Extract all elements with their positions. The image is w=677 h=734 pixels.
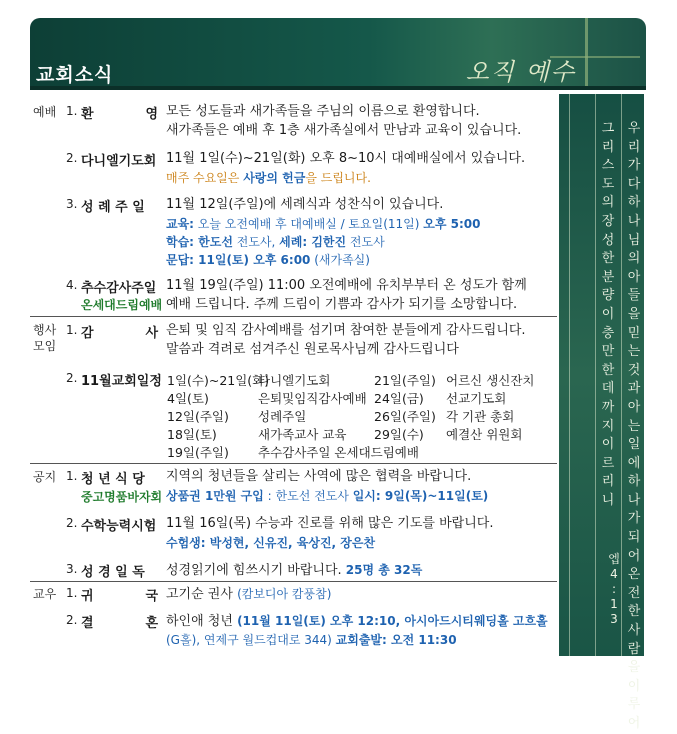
logo: 오직 예수 <box>465 58 576 86</box>
page-title: 교회소식 <box>36 64 114 86</box>
bible-line-1: 성경읽기에 힘쓰시기 바랍니다. 25명 총 32독 <box>166 563 423 578</box>
schedule-date: 19일(주일) <box>167 445 229 460</box>
schedule-event: 은퇴및임직감사예배 <box>258 391 367 406</box>
scripture-column-1: 우 리 가 다 하 나 님 의 아 들 을 믿 는 것 과 아 는 일 에 하 나 가 되 어 온 전 한 사 람 을 이 루 어 <box>627 121 641 731</box>
schedule-event: 예결산 위원회 <box>446 427 523 442</box>
schedule-date: 29일(수) <box>374 427 424 442</box>
item-number: 1. <box>66 469 78 483</box>
item-number: 3. <box>66 197 78 211</box>
thanksgiving-line-2: 예배 드립니다. 주께 드림이 기쁨과 감사가 되기를 소망합니다. <box>166 297 518 312</box>
schedule-event: 어르신 생신잔치 <box>446 373 535 388</box>
sacrament-study: 학습: 한도선 전도사, 세례: 김한진 전도사 <box>166 235 385 249</box>
item-subtitle-bazaar: 중고명품바자회 <box>81 490 163 504</box>
item-title-thanksgiving: 추수감사주일 <box>81 281 157 296</box>
sacrament-line-1: 11월 12일(주일)에 세례식과 성찬식이 있습니다. <box>166 197 444 212</box>
item-title-gratitude: 감 사 <box>81 326 158 341</box>
item-title-wedding: 결 혼 <box>81 616 158 631</box>
scripture-sidebar <box>559 94 644 731</box>
schedule-event: 성례주일 <box>258 409 307 424</box>
cross-decoration <box>585 18 588 90</box>
item-number: 2. <box>66 151 78 165</box>
wedding-line-2: (G홀), 연제구 월드컵대로 344) 교회출발: 오전 11:30 <box>166 633 457 647</box>
youth-line-1: 지역의 청년들을 살리는 사역에 많은 협력을 바랍니다. <box>166 469 472 484</box>
item-number: 1. <box>66 586 78 600</box>
item-title-daniel: 다니엘기도회 <box>81 154 157 169</box>
header-rule <box>30 86 646 90</box>
section-worship: 예배 <box>33 105 57 119</box>
item-number: 3. <box>66 562 78 576</box>
section-events: 행사 모임 <box>33 323 57 353</box>
schedule-date: 26일(주일) <box>374 409 436 424</box>
daniel-line-2: 매주 수요일은 사랑의 헌금을 드립니다. <box>166 171 371 185</box>
item-number: 1. <box>66 323 78 337</box>
divider <box>595 94 596 656</box>
return-line-1: 고기순 권사 (캄보디아 캄풍참) <box>166 587 332 602</box>
item-number: 2. <box>66 613 78 627</box>
divider <box>30 316 557 317</box>
news-body <box>30 94 557 654</box>
sacrament-education: 교육: 오늘 오전예배 후 대예배실 / 토요일(11일) 오후 5:00 <box>166 217 481 231</box>
schedule-date: 12일(주일) <box>167 409 229 424</box>
schedule-event: 추수감사주일 온세대드림예배 <box>258 445 419 460</box>
scripture-reference: 엡 4 : 1 3 <box>608 552 620 626</box>
section-notice: 공지 <box>33 470 57 484</box>
schedule-date: 4일(토) <box>167 391 209 406</box>
item-number: 2. <box>66 516 78 530</box>
scripture-column-2: 그 리 스 도 의 장 성 한 분 량 이 충 만 한 데 까 지 이 르 리 니 <box>601 121 615 508</box>
schedule-date: 18일(토) <box>167 427 217 442</box>
exam-line-2: 수험생: 박성현, 신유진, 육상진, 장은찬 <box>166 536 376 550</box>
sacrament-qa: 문답: 11일(토) 오후 6:00 (새가족실) <box>166 253 370 267</box>
item-title-schedule: 11월교회일정 <box>81 374 162 389</box>
item-title-welcome: 환 영 <box>81 107 158 122</box>
thanksgiving-line-1: 11월 19일(주일) 11:00 오전예배에 유치부부터 온 성도가 함께 <box>166 278 527 293</box>
schedule-event: 새가족교사 교육 <box>258 427 347 442</box>
welcome-line-2: 새가족들은 예배 후 1층 새가족실에서 만남과 교육이 있습니다. <box>166 123 522 138</box>
item-number: 1. <box>66 104 78 118</box>
youth-line-2: 상품권 1만원 구입 : 한도선 전도사 일시: 9일(목)~11일(토) <box>166 489 489 503</box>
divider <box>30 581 557 582</box>
schedule-date: 24일(금) <box>374 391 424 406</box>
item-subtitle-thanksgiving: 온세대드림예배 <box>81 298 163 312</box>
schedule-date: 21일(주일) <box>374 373 436 388</box>
schedule-event: 각 기관 총회 <box>446 409 515 424</box>
divider <box>569 94 570 656</box>
schedule-date: 1일(수)~21일(화) <box>167 373 270 388</box>
daniel-line-1: 11월 1일(수)~21일(화) 오후 8~10시 대예배실에서 있습니다. <box>166 151 526 166</box>
schedule-event: 다니엘기도회 <box>258 373 331 388</box>
gratitude-line-2: 말씀과 격려로 섬겨주신 원로목사님께 감사드립니다 <box>166 342 459 357</box>
wedding-line-1: 하인애 청년 (11월 11일(토) 오후 12:10, 아시아드시티웨딩홀 고흐홀 <box>166 614 548 629</box>
item-title-return: 귀 국 <box>81 589 158 604</box>
exam-line-1: 11월 16일(목) 수능과 진로를 위해 많은 기도를 바랍니다. <box>166 516 494 531</box>
item-title-youth: 청 년 식 당 <box>81 472 145 487</box>
divider <box>30 463 557 464</box>
item-title-sacrament: 성 례 주 일 <box>81 200 145 215</box>
section-members: 교우 <box>33 587 57 601</box>
welcome-line-1: 모든 성도들과 새가족들을 주님의 이름으로 환영합니다. <box>166 104 480 119</box>
header-banner <box>30 18 646 90</box>
item-number: 2. <box>66 371 78 385</box>
schedule-event: 선교기도회 <box>446 391 507 406</box>
item-title-exam: 수학능력시험 <box>81 519 157 534</box>
gratitude-line-1: 은퇴 및 임직 감사예배를 섬기며 참여한 분들에게 감사드립니다. <box>166 323 526 338</box>
item-number: 4. <box>66 278 78 292</box>
item-title-bible: 성 경 일 독 <box>81 565 145 580</box>
